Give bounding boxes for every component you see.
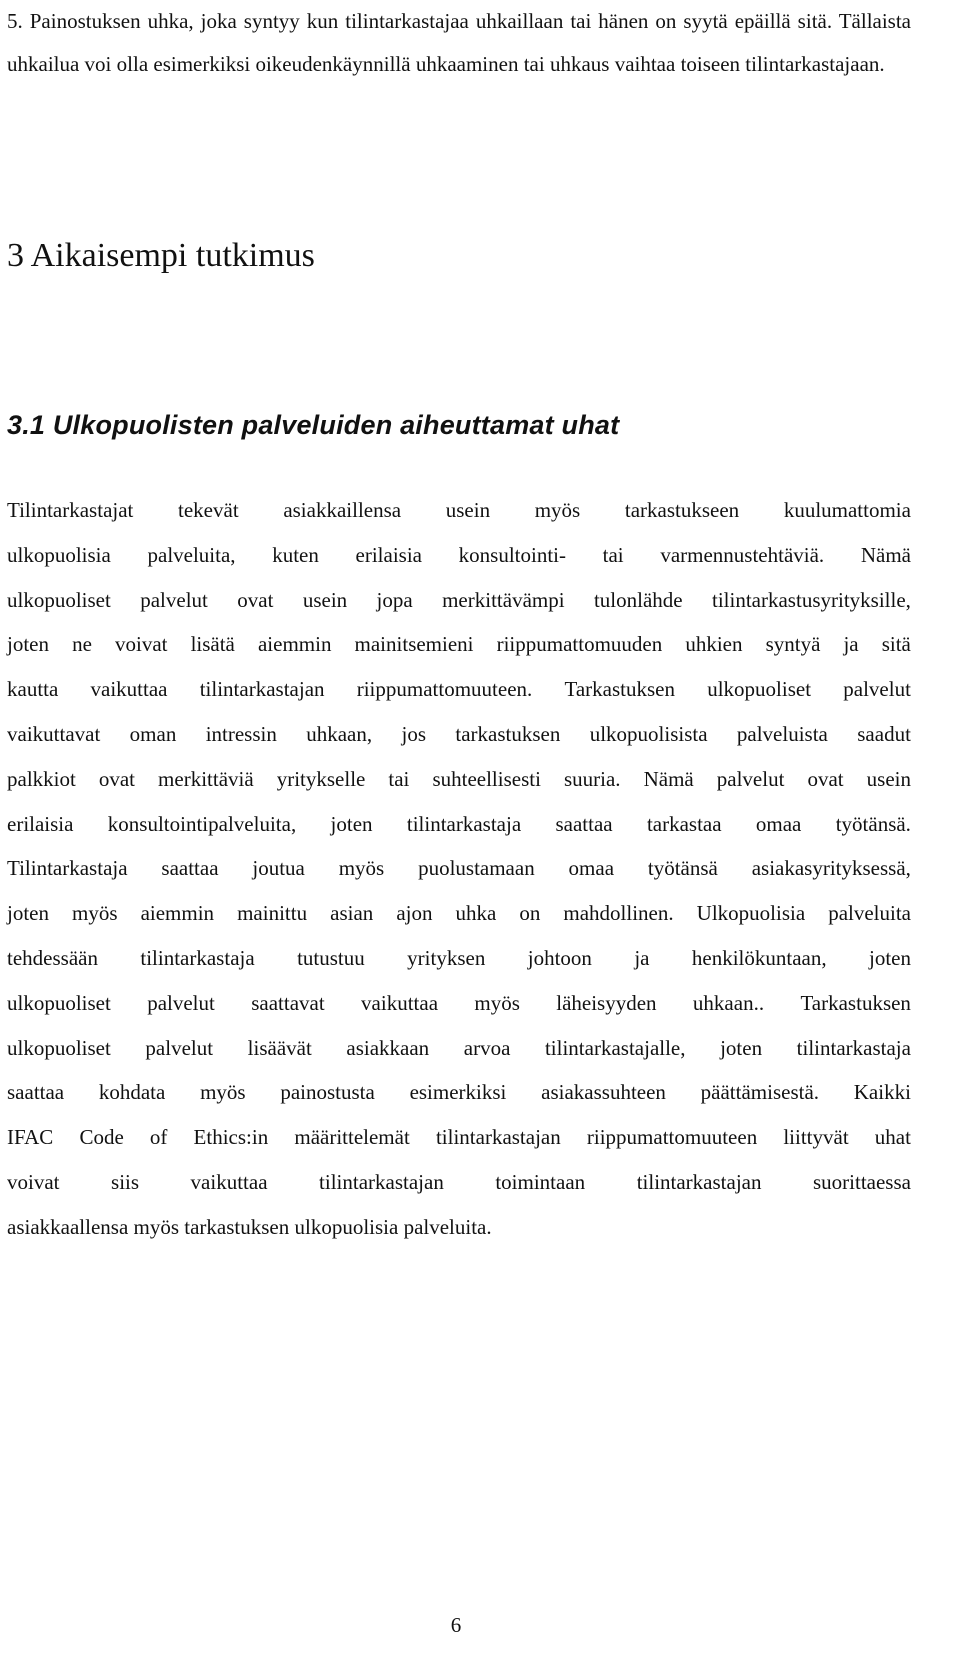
paragraph-word: saadut xyxy=(857,721,911,746)
paragraph-word: tekevät xyxy=(178,498,239,522)
paragraph-word: riippumattomuuteen. xyxy=(356,677,533,702)
paragraph-word: ulkopuoliset xyxy=(7,587,111,612)
paragraph-word: voivat xyxy=(7,1169,60,1194)
paragraph-line xyxy=(7,578,911,623)
paragraph-word: johtoon xyxy=(527,945,592,970)
paragraph-word: joten xyxy=(330,811,373,836)
paragraph-word: ulkopuoliset xyxy=(7,990,111,1015)
paragraph-word: palvelut xyxy=(147,990,215,1015)
paragraph-word: on xyxy=(519,901,541,926)
paragraph-word: myös xyxy=(72,901,118,926)
paragraph-word: myös xyxy=(200,1080,246,1105)
paragraph-word: puolustamaan xyxy=(418,856,535,881)
paragraph-word: tulonlähde xyxy=(593,587,683,612)
paragraph-word: asian xyxy=(330,901,374,926)
paragraph-word: palveluista xyxy=(736,721,828,746)
paragraph-word: intressin xyxy=(205,721,277,746)
paragraph-word: IFAC xyxy=(7,1125,54,1150)
paragraph-word: ulkopuoliset xyxy=(707,677,812,702)
paragraph-word: ovat xyxy=(237,587,274,612)
paragraph-word: tarkastuksen xyxy=(455,721,561,746)
paragraph-word: riippumattomuuden xyxy=(496,632,663,657)
paragraph-word: tilintarkastajan xyxy=(435,1125,561,1150)
paragraph-word: jos xyxy=(401,721,426,746)
paragraph-word: kautta xyxy=(7,677,59,702)
paragraph-word: uhat xyxy=(874,1125,911,1150)
paragraph-word: asiakkaan xyxy=(346,1035,430,1060)
paragraph-line xyxy=(7,1026,911,1071)
paragraph-word: suuria. xyxy=(563,766,621,791)
paragraph-word: aiemmin xyxy=(257,632,332,657)
paragraph-word: joutua xyxy=(252,856,305,881)
paragraph-word: työtänsä xyxy=(647,856,718,881)
paragraph-word: ovat xyxy=(807,766,844,791)
paragraph-word: palveluita, xyxy=(147,542,236,567)
paragraph-word: tarkastaa xyxy=(646,811,722,836)
paragraph-word: kuulumattomia xyxy=(783,498,911,522)
paragraph-word: vaikuttaa xyxy=(90,677,168,702)
paragraph-word: saattavat xyxy=(251,990,325,1015)
paragraph-word: palvelut xyxy=(843,677,911,702)
paragraph-word: ajon xyxy=(396,901,433,926)
paragraph-word: Tilintarkastajat xyxy=(7,498,134,522)
paragraph-word: lisäävät xyxy=(247,1035,312,1060)
paragraph-word: myös xyxy=(338,856,385,881)
paragraph-word: merkittävämpi xyxy=(442,587,565,612)
paragraph-word: tilintarkastajan xyxy=(319,1169,444,1194)
paragraph-line xyxy=(7,622,911,667)
paragraph-word: työtänsä. xyxy=(835,811,911,836)
paragraph-word: palveluita xyxy=(828,901,911,926)
paragraph-line xyxy=(7,981,911,1026)
paragraph-word: vaikuttavat xyxy=(7,721,101,746)
paragraph-word: mainittu xyxy=(237,901,308,926)
paragraph-word: usein xyxy=(302,587,348,612)
paragraph-word: voivat xyxy=(114,632,168,657)
paragraph-word: tilintarkastajan xyxy=(636,1169,762,1194)
paragraph-word: painostusta xyxy=(280,1080,375,1105)
paragraph-word: sitä xyxy=(881,632,911,657)
paragraph-word: palvelut xyxy=(716,766,785,791)
paragraph-line xyxy=(7,891,911,936)
paragraph-line xyxy=(7,1070,911,1115)
paragraph-word: merkittäviä xyxy=(158,766,254,791)
paragraph-word: määrittelemät xyxy=(294,1125,410,1150)
paragraph-word: asiakkaillensa xyxy=(283,498,402,522)
paragraph-word: palvelut xyxy=(145,1035,214,1060)
paragraph-word: joten xyxy=(7,901,49,926)
paragraph-word: palkkiot xyxy=(7,766,76,791)
list-item-5 xyxy=(7,0,911,86)
paragraph-word: Ethics:in xyxy=(193,1125,269,1150)
paragraph-word: mainitsemieni xyxy=(354,632,474,657)
paragraph-word: toimintaan xyxy=(495,1169,586,1194)
paragraph-word: suhteellisesti xyxy=(432,766,541,791)
paragraph-word: tutustuu xyxy=(297,945,365,970)
paragraph-word: vaikuttaa xyxy=(361,990,439,1015)
paragraph-word: ulkopuolisista xyxy=(589,721,708,746)
paragraph-word: lisätä xyxy=(190,632,235,657)
paragraph-line xyxy=(7,533,911,578)
paragraph-word: tarkastukseen xyxy=(624,498,740,522)
paragraph-word: suorittaessa xyxy=(813,1169,911,1194)
paragraph-line xyxy=(7,712,911,757)
paragraph-word: omaa xyxy=(755,811,802,836)
paragraph-word: vaikuttaa xyxy=(190,1169,268,1194)
paragraph-word: tilintarkastusyrityksille, xyxy=(712,587,911,612)
body-paragraph xyxy=(7,488,911,1250)
paragraph-word: tai xyxy=(602,542,624,567)
subsection-heading: 3.1 Ulkopuolisten palveluiden aiheuttamat uhat xyxy=(7,410,620,440)
paragraph-word: Kaikki xyxy=(853,1080,911,1105)
paragraph-line xyxy=(7,757,911,802)
paragraph-word: tilintarkastaja xyxy=(796,1035,911,1060)
page-number: 6 xyxy=(450,1613,462,1637)
paragraph-word: konsultointi- xyxy=(458,542,566,567)
paragraph-word: päättämisestä. xyxy=(700,1080,820,1105)
paragraph-word: siis xyxy=(111,1169,140,1194)
paragraph-word: oman xyxy=(129,721,177,746)
paragraph-word: uhka xyxy=(455,901,497,926)
paragraph-word: tilintarkastajalle, xyxy=(544,1035,686,1060)
paragraph-word: yritykselle xyxy=(276,766,366,791)
paragraph-word: ulkopuoliset xyxy=(7,1035,111,1060)
paragraph-word: jopa xyxy=(376,587,413,612)
paragraph-word: myös xyxy=(474,990,520,1015)
paragraph-word: kuten xyxy=(272,542,319,567)
paragraph-line xyxy=(7,1115,911,1160)
paragraph-word: usein xyxy=(866,766,911,791)
paragraph-word: mahdollinen. xyxy=(563,901,674,926)
paragraph-word: asiakassuhteen xyxy=(541,1080,666,1105)
paragraph-word: ulkopuolisia xyxy=(7,542,111,567)
paragraph-word: syntyä xyxy=(765,632,821,657)
paragraph-word: erilaisia xyxy=(355,542,422,567)
paragraph-word: kohdata xyxy=(98,1080,166,1105)
paragraph-word: yrityksen xyxy=(407,945,486,970)
paragraph-line xyxy=(7,1205,911,1250)
paragraph-word: omaa xyxy=(568,856,615,881)
paragraph-word: ja xyxy=(843,632,859,657)
paragraph-word: joten xyxy=(720,1035,763,1060)
paragraph-word: tilintarkastajan xyxy=(199,677,325,702)
paragraph-word: tai xyxy=(388,766,410,791)
paragraph-word: uhkien xyxy=(685,632,743,657)
paragraph-word: ja xyxy=(634,945,650,970)
paragraph-word: liittyvät xyxy=(783,1125,849,1150)
paragraph-word: joten xyxy=(7,632,49,657)
paragraph-word: konsultointipalveluita, xyxy=(107,811,297,836)
paragraph-word: varmennustehtäviä. xyxy=(660,542,825,567)
paragraph-word: uhkaan.. xyxy=(692,990,765,1015)
paragraph-word: Code xyxy=(79,1125,124,1150)
paragraph-word: saattaa xyxy=(7,1080,65,1105)
section-heading: 3 Aikaisempi tutkimus xyxy=(7,237,315,274)
paragraph-word: ovat xyxy=(98,766,136,791)
paragraph-word: Tarkastuksen xyxy=(800,990,911,1015)
paragraph-word: joten xyxy=(869,945,911,970)
paragraph-line xyxy=(7,1160,911,1205)
list-item-number: 5. xyxy=(7,9,23,33)
paragraph-word: Nämä xyxy=(860,542,911,567)
paragraph-word: aiemmin xyxy=(140,901,215,926)
paragraph-word: Tarkastuksen xyxy=(564,677,675,702)
paragraph-word: esimerkiksi xyxy=(409,1080,507,1105)
paragraph-word: tilintarkastaja xyxy=(140,945,255,970)
paragraph-word: Nämä xyxy=(643,766,694,791)
paragraph-word: tehdessään xyxy=(7,945,98,970)
paragraph-word: tilintarkastaja xyxy=(406,811,522,836)
paragraph-word: palvelut xyxy=(140,587,208,612)
paragraph-word: arvoa xyxy=(463,1035,511,1060)
paragraph-line xyxy=(7,846,911,891)
paragraph-line xyxy=(7,667,911,712)
paragraph-word: henkilökuntaan, xyxy=(691,945,827,970)
paragraph-word: riippumattomuuteen xyxy=(586,1125,758,1150)
paragraph-line-text: asiakkaallensa myös tarkastuksen ulkopuolisia palveluita. xyxy=(7,1214,492,1239)
paragraph-word: läheisyyden xyxy=(556,990,657,1015)
paragraph-word: myös xyxy=(534,498,581,522)
paragraph-word: Tilintarkastaja xyxy=(7,856,128,881)
paragraph-word: saattaa xyxy=(161,856,219,881)
paragraph-line xyxy=(7,802,911,847)
paragraph-word: erilaisia xyxy=(7,811,74,836)
paragraph-word: usein xyxy=(445,498,491,522)
paragraph-word: of xyxy=(149,1125,168,1150)
paragraph-word: ne xyxy=(72,632,92,657)
paragraph-line xyxy=(7,488,911,533)
paragraph-line xyxy=(7,936,911,981)
list-item-text: Painostuksen uhka, joka syntyy kun tilintarkastajaa uhkaillaan tai hänen on syytä epäillä sitä. Tällaista uhkailua voi olla esimerkiksi oikeudenkäynnillä uhkaaminen tai uhkaus vaihtaa toiseen tilintarkastajaan. xyxy=(7,9,912,76)
paragraph-word: asiakasyrityksessä, xyxy=(751,856,911,881)
paragraph-word: Ulkopuolisia xyxy=(696,901,806,926)
paragraph-word: uhkaan, xyxy=(306,721,373,746)
paragraph-word: saattaa xyxy=(555,811,613,836)
